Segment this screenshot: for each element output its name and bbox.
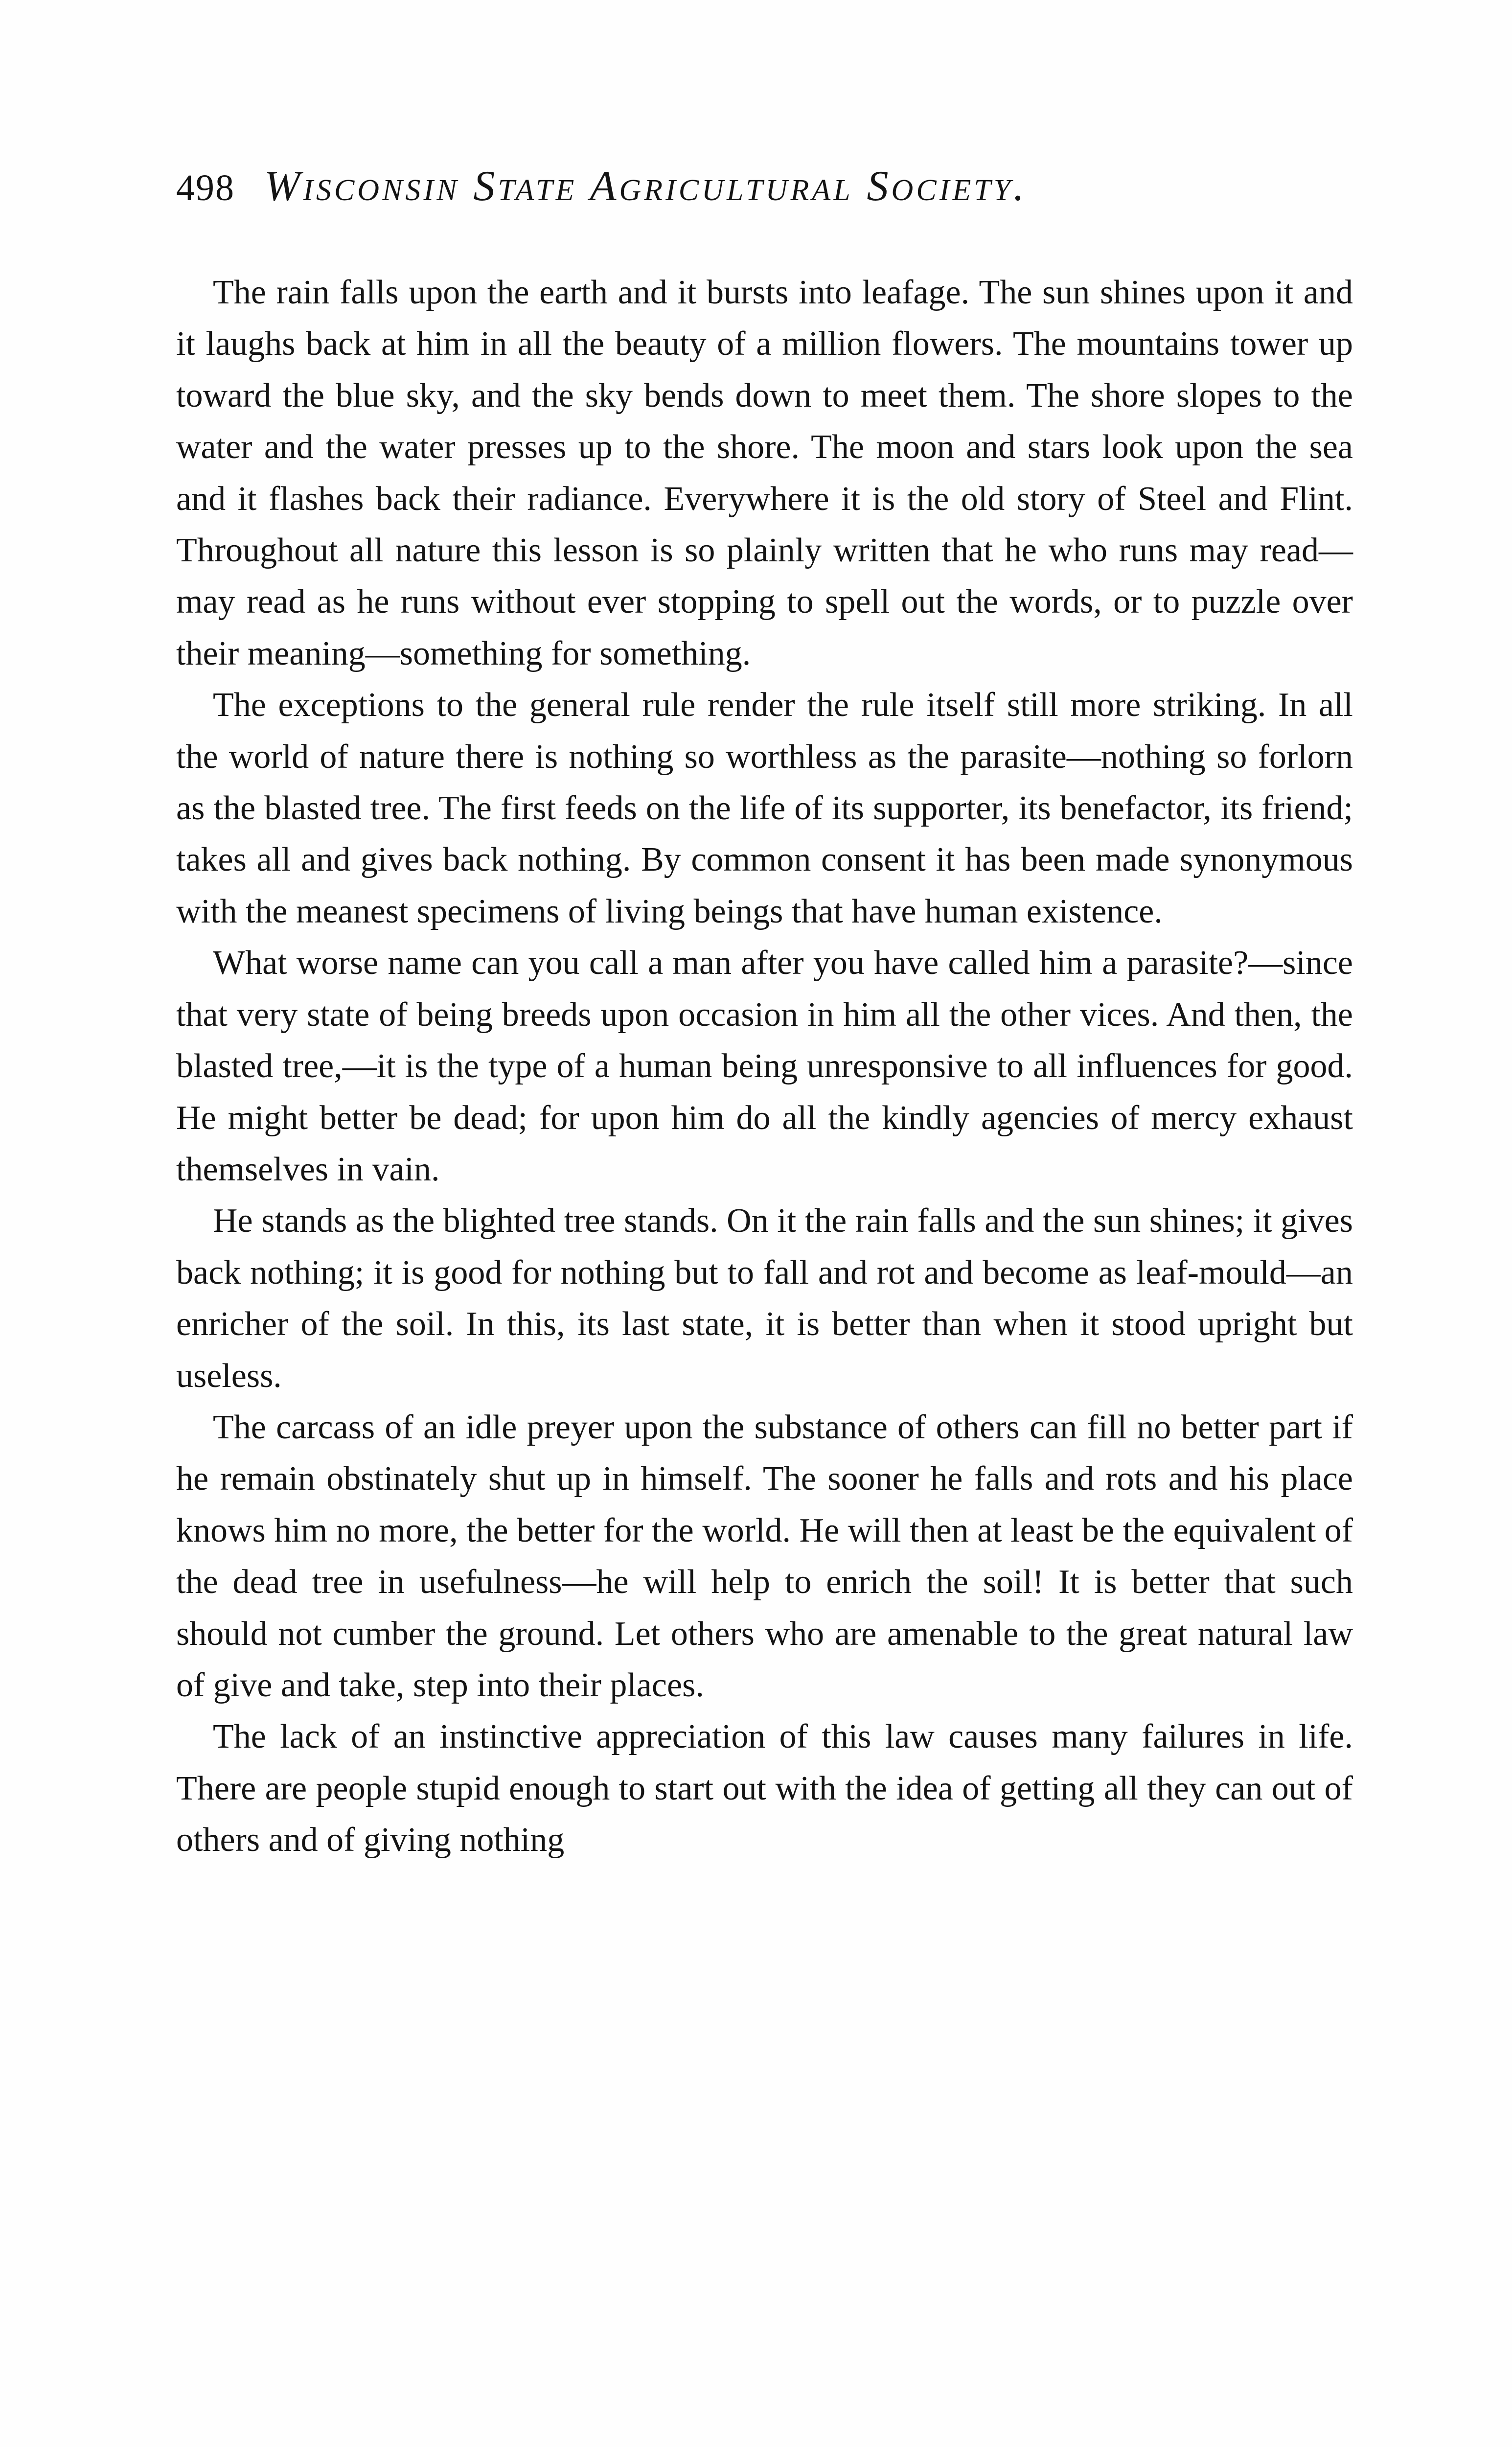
page-header xyxy=(176,162,1360,220)
paragraph-carcass: The carcass of an idle preyer upon the substance of others can fill no better part if he remain obstinately shut up in himself. The sooner he falls and rots and his place knows him no more, the better for the world. He will then at least be the equivalent of the dead tree in usefulness—he will help to enrich the soil! It is better that such should not cumber the ground. Let others who are amenable to the great natural law of give and take, step into their places. xyxy=(176,1408,1353,1704)
paragraph-parasite: What worse name can you call a man after you have called him a parasite?—since that very state of being breeds upon occasion in him all the other vices. And then, the blasted tree,—it is the type of a human being unresponsive to all influences for good. He might better be dead; for upon him do all the kindly agencies of mercy exhaust themselves in vain. xyxy=(176,944,1353,1188)
body-text xyxy=(176,267,1353,1866)
paragraph-blighted-tree: He stands as the blighted tree stands. On it the rain falls and the sun shines; it gives back nothing; it is good for nothing but to fall and rot and become as leaf-mould—an enricher of the soil. In this, its last state, it is better than when it stood upright but useless. xyxy=(176,1202,1353,1395)
paragraph-steel-and-flint: The rain falls upon the earth and it bursts into leafage. The sun shines upon it and it laughs back at him in all the beauty of a million flowers. The mountains tower up toward the blue sky, and the sky bends down to meet them. The shore slopes to the water and the water presses up to the shore. The moon and stars look upon the sea and it flashes back their radiance. Everywhere it is the old story of Steel and Flint. Throughout all nature this lesson is so plainly written that he who runs may read—may read as he runs without ever stopping to spell out the words, or to puzzle over their meaning—something for something. xyxy=(176,274,1353,672)
paragraph-failures: The lack of an instinctive appreciation of this law causes many failures in life. There are people stupid enough to start out with the idea of getting all they can out of others and of giving nothing xyxy=(176,1718,1353,1859)
running-title: Wisconsin State Agricultural Society. xyxy=(264,162,1028,210)
paragraph-exceptions: The exceptions to the general rule render the rule itself still more striking. In all the world of nature there is nothing so worthless as the parasite—nothing so forlorn as the blasted tree. The first feeds on the life of its supporter, its benefactor, its friend; takes all and gives back nothing. By common consent it has been made synonymous with the meanest specimens of living beings that have human existence. xyxy=(176,686,1353,930)
page-number: 498 xyxy=(176,167,235,208)
